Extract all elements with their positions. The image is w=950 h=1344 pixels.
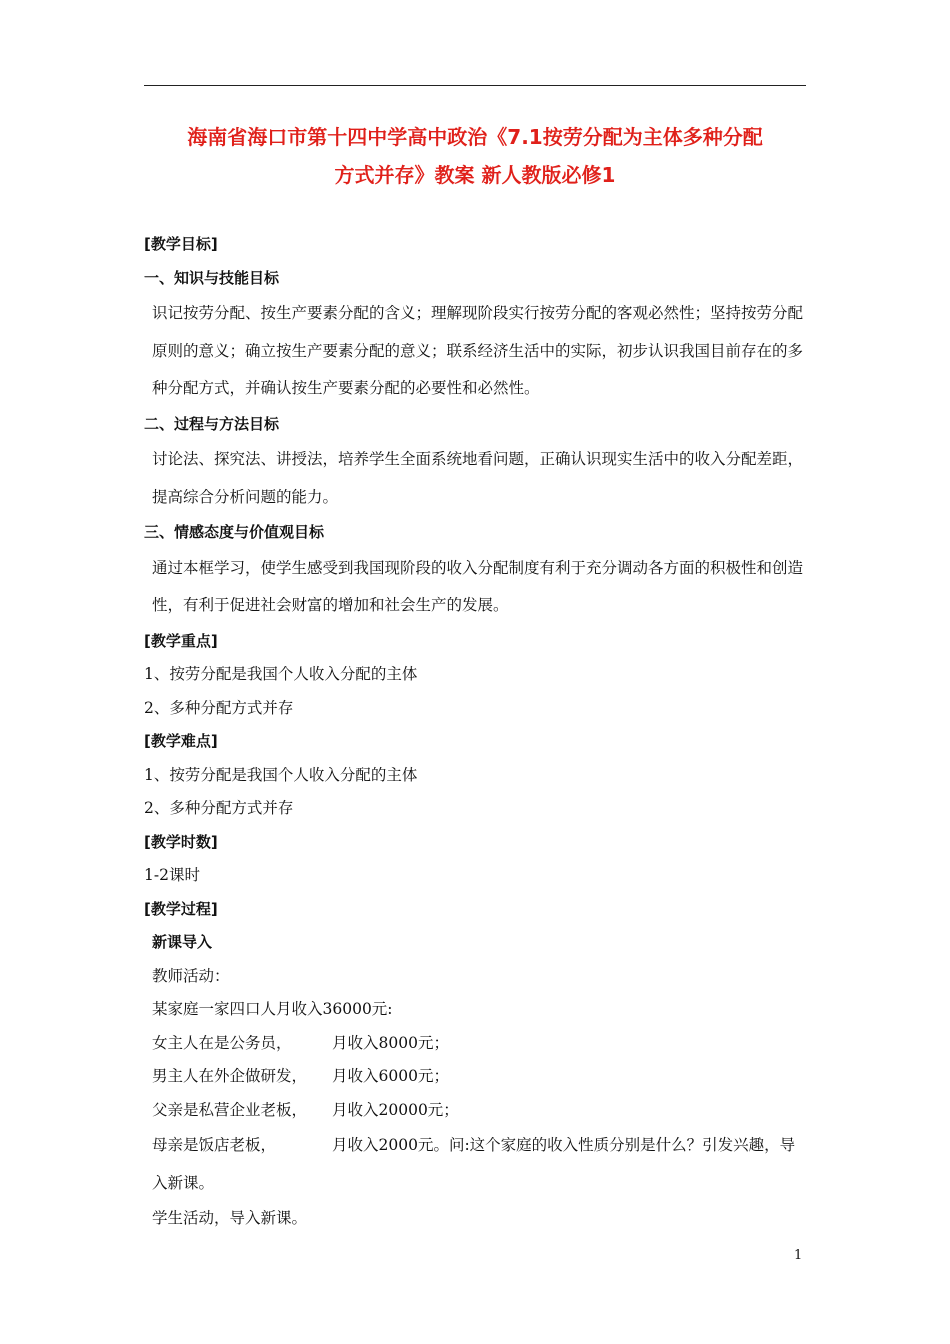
key-item: 2、多种分配方式并存 [144, 698, 294, 717]
objectives-heading: [教学目标] [144, 235, 218, 253]
knowledge-heading: 一、知识与技能目标 [144, 268, 280, 287]
knowledge-text: 识记按劳分配、按生产要素分配的含义；理解现阶段实行按劳分配的客观必然性；坚持按劳分配原则的意义；确立按生产要素分配的意义；联系经济生活中的实际，初步认识我国目前存在的多种分配方式，并确认按生产要素分配的必要性和必然性。 [152, 304, 804, 397]
document-body [144, 228, 808, 1236]
difficulty-heading: [教学难点] [144, 732, 218, 750]
teacher-activity: 教师活动： [152, 966, 230, 985]
member-line [144, 1027, 808, 1061]
page-number: 1 [794, 1248, 803, 1263]
member-who: 父亲是私营企业老板， [152, 1100, 308, 1119]
member-line [144, 1060, 808, 1094]
emotion-heading: 三、情感态度与价值观目标 [144, 523, 325, 541]
member-who: 女主人在是公务员， [152, 1033, 292, 1052]
document-title [144, 118, 806, 194]
family-intro: 某家庭一家四口人月收入36000元: [152, 1000, 393, 1018]
intro-heading: 新课导入 [152, 933, 213, 951]
member-line [144, 1094, 808, 1128]
member-income: 月收入20000元； [332, 1100, 459, 1119]
member-income: 月收入6000元； [332, 1067, 449, 1085]
member-income: 月收入8000元； [332, 1033, 449, 1052]
key-item: 1、按劳分配是我国个人收入分配的主体 [144, 665, 418, 683]
hours-text: 1-2课时 [144, 866, 200, 884]
mother-income: 月收入2000元。问:这个家庭的收入性质分别是什么？引发兴趣，导入新课。 [152, 1136, 796, 1192]
mother-who: 母亲是饭店老板， [152, 1136, 277, 1154]
hours-heading: [教学时数] [144, 832, 218, 851]
title-line-2: 方式并存》教案 新人教版必修1 [334, 163, 616, 187]
key-heading: [教学重点] [144, 631, 218, 650]
title-line-1: 海南省海口市第十四中学高中政治《7.1按劳分配为主体多种分配 [187, 125, 763, 149]
header-rule [144, 85, 806, 86]
process-text: 讨论法、探究法、讲授法，培养学生全面系统地看问题，正确认识现实生活中的收入分配差距，提高综合分析问题的能力。 [152, 450, 804, 506]
difficulty-item: 1、按劳分配是我国个人收入分配的主体 [144, 765, 418, 784]
difficulty-item: 2、多种分配方式并存 [144, 799, 294, 817]
mother-line [144, 1127, 808, 1202]
member-who: 男主人在外企做研发， [152, 1067, 308, 1085]
emotion-text: 通过本框学习，使学生感受到我国现阶段的收入分配制度有利于充分调动各方面的积极性和创造性，有利于促进社会财富的增加和社会生产的发展。 [152, 558, 804, 614]
procedure-heading: [教学过程] [144, 899, 218, 918]
student-activity: 学生活动，导入新课。 [152, 1209, 308, 1227]
process-heading: 二、过程与方法目标 [144, 414, 280, 433]
